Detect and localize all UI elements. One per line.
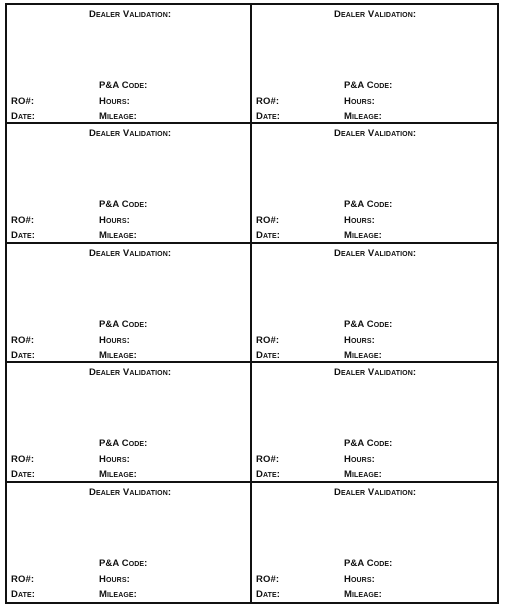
- hours-label: Hours:: [99, 215, 130, 227]
- ro-number-label: RO#:: [256, 215, 280, 227]
- dealer-validation-label: Dealer Validation:: [89, 128, 172, 140]
- validation-card: [7, 5, 252, 124]
- ro-number-label: RO#:: [11, 334, 35, 346]
- ro-number-label: RO#:: [11, 573, 35, 585]
- pa-code-label: P&A Code:: [99, 557, 148, 569]
- date-label: Date:: [11, 349, 36, 361]
- mileage-label: Mileage:: [99, 588, 137, 600]
- pa-code-label: P&A Code:: [344, 318, 393, 330]
- mileage-label: Mileage:: [344, 349, 382, 361]
- mileage-label: Mileage:: [99, 469, 137, 481]
- dealer-validation-label: Dealer Validation:: [334, 128, 417, 140]
- validation-card: [252, 363, 497, 482]
- ro-number-label: RO#:: [256, 454, 280, 466]
- validation-card: [7, 363, 252, 482]
- ro-number-label: RO#:: [11, 96, 35, 107]
- hours-label: Hours:: [344, 334, 375, 346]
- validation-card: [7, 124, 252, 243]
- pa-code-label: P&A Code:: [99, 80, 148, 91]
- pa-code-label: P&A Code:: [99, 318, 148, 330]
- mileage-label: Mileage:: [344, 111, 382, 122]
- date-label: Date:: [256, 111, 281, 122]
- hours-label: Hours:: [344, 96, 375, 107]
- date-label: Date:: [11, 230, 36, 242]
- validation-card: [252, 244, 497, 363]
- ro-number-label: RO#:: [256, 573, 280, 585]
- pa-code-label: P&A Code:: [99, 438, 148, 450]
- mileage-label: Mileage:: [99, 111, 137, 122]
- mileage-label: Mileage:: [99, 230, 137, 242]
- date-label: Date:: [256, 469, 281, 481]
- dealer-validation-label: Dealer Validation:: [89, 247, 172, 259]
- dealer-validation-label: Dealer Validation:: [334, 247, 417, 259]
- pa-code-label: P&A Code:: [344, 80, 393, 91]
- pa-code-label: P&A Code:: [344, 557, 393, 569]
- date-label: Date:: [11, 469, 36, 481]
- hours-label: Hours:: [344, 573, 375, 585]
- dealer-validation-label: Dealer Validation:: [89, 486, 172, 498]
- hours-label: Hours:: [99, 96, 130, 107]
- hours-label: Hours:: [99, 454, 130, 466]
- date-label: Date:: [256, 230, 281, 242]
- date-label: Date:: [256, 588, 281, 600]
- validation-card: [252, 124, 497, 243]
- ro-number-label: RO#:: [11, 454, 35, 466]
- ro-number-label: RO#:: [256, 334, 280, 346]
- pa-code-label: P&A Code:: [344, 199, 393, 211]
- validation-form-sheet: [5, 3, 499, 604]
- validation-card: [252, 5, 497, 124]
- validation-card: [7, 244, 252, 363]
- pa-code-label: P&A Code:: [99, 199, 148, 211]
- ro-number-label: RO#:: [11, 215, 35, 227]
- mileage-label: Mileage:: [99, 349, 137, 361]
- dealer-validation-label: Dealer Validation:: [89, 367, 172, 379]
- dealer-validation-label: Dealer Validation:: [89, 9, 172, 20]
- hours-label: Hours:: [99, 334, 130, 346]
- mileage-label: Mileage:: [344, 230, 382, 242]
- date-label: Date:: [11, 111, 36, 122]
- date-label: Date:: [11, 588, 36, 600]
- pa-code-label: P&A Code:: [344, 438, 393, 450]
- dealer-validation-label: Dealer Validation:: [334, 486, 417, 498]
- ro-number-label: RO#:: [256, 96, 280, 107]
- dealer-validation-label: Dealer Validation:: [334, 367, 417, 379]
- dealer-validation-label: Dealer Validation:: [334, 9, 417, 20]
- mileage-label: Mileage:: [344, 469, 382, 481]
- validation-card: [252, 483, 497, 602]
- hours-label: Hours:: [344, 454, 375, 466]
- mileage-label: Mileage:: [344, 588, 382, 600]
- date-label: Date:: [256, 349, 281, 361]
- hours-label: Hours:: [99, 573, 130, 585]
- hours-label: Hours:: [344, 215, 375, 227]
- validation-card: [7, 483, 252, 602]
